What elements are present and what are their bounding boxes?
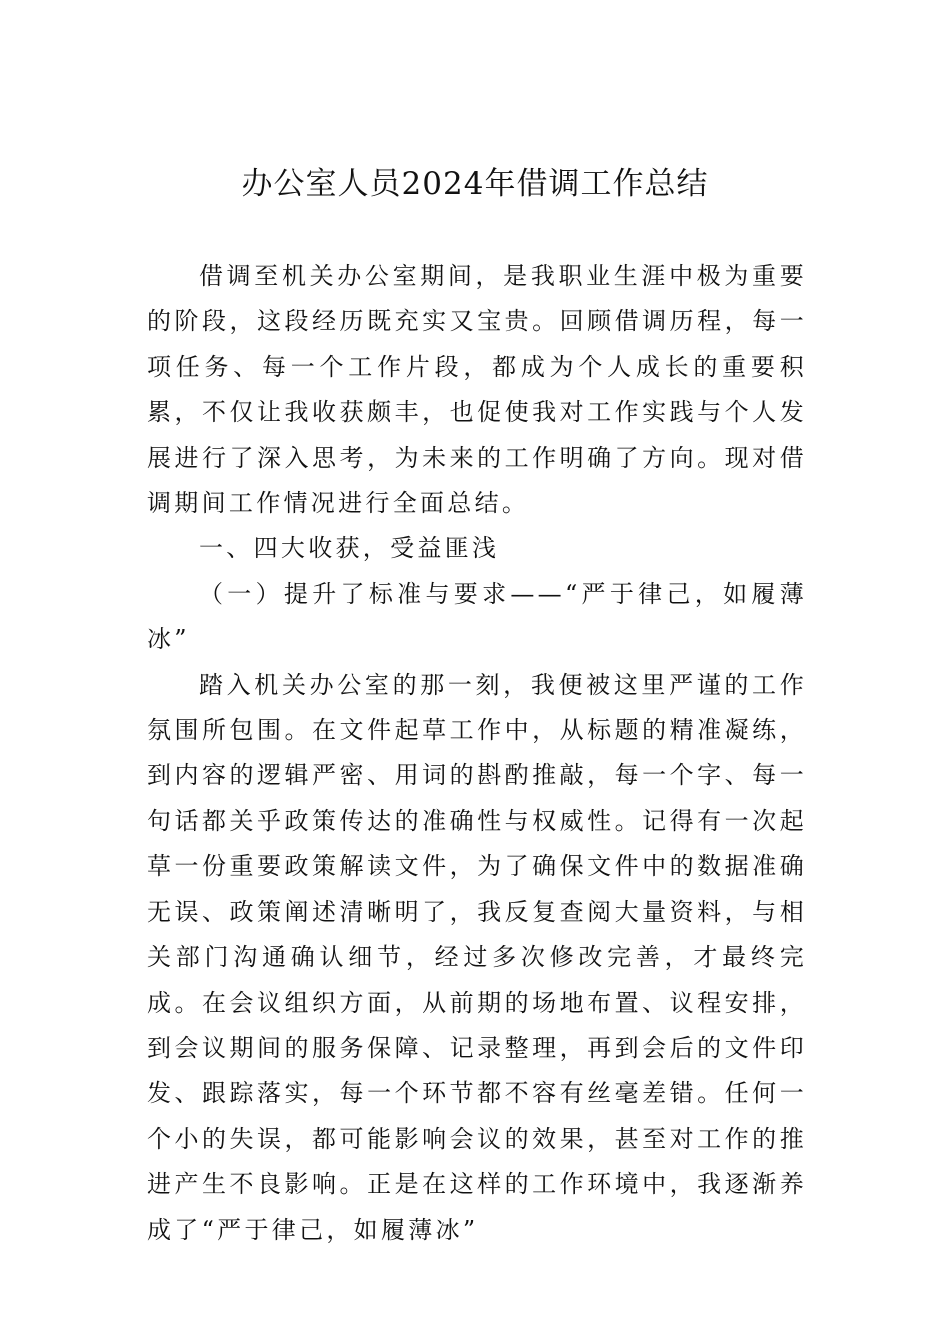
intro-paragraph: 借调至机关办公室期间，是我职业生涯中极为重要的阶段，这段经历既充实又宝贵。回顾借调历程，每一项任务、每一个工作片段，都成为个人成长的重要积累，不仅让我收获颇丰，也促使我对工作实践与个人发展进行了深入思考，为未来的工作明确了方向。现对借调期间工作情况进行全面总结。: [147, 262, 807, 518]
document-title: 办公室人员2024年借调工作总结: [241, 166, 709, 202]
body-paragraph: 踏入机关办公室的那一刻，我便被这里严谨的工作氛围所包围。在文件起草工作中，从标题的精准凝练，到内容的逻辑严密、用词的斟酌推敲，每一个字、每一句话都关乎政策传达的准确性与权威性。记得有一次起草一份重要政策解读文件，为了确保文件中的数据准确无误、政策阐述清晰明了，我反复查阅大量资料，与相关部门沟通确认细节，经过多次修改完善，才最终完成。在会议组织方面，从前期的场地布置、议程安排，到会议期间的服务保障、记录整理，再到会后的文件印发、跟踪落实，每一个环节都不容有丝毫差错。任何一个小的失误，都可能影响会议的效果，甚至对工作的推进产生不良影响。正是在这样的工作环境中，我逐渐养成了“严于律己，如履薄冰”: [147, 670, 807, 1244]
section-heading: 一、四大收获，受益匪浅: [199, 534, 500, 563]
document-body: [147, 254, 807, 1253]
subsection-heading: （一）提升了标准与要求——“严于律己，如履薄冰”: [147, 579, 807, 654]
